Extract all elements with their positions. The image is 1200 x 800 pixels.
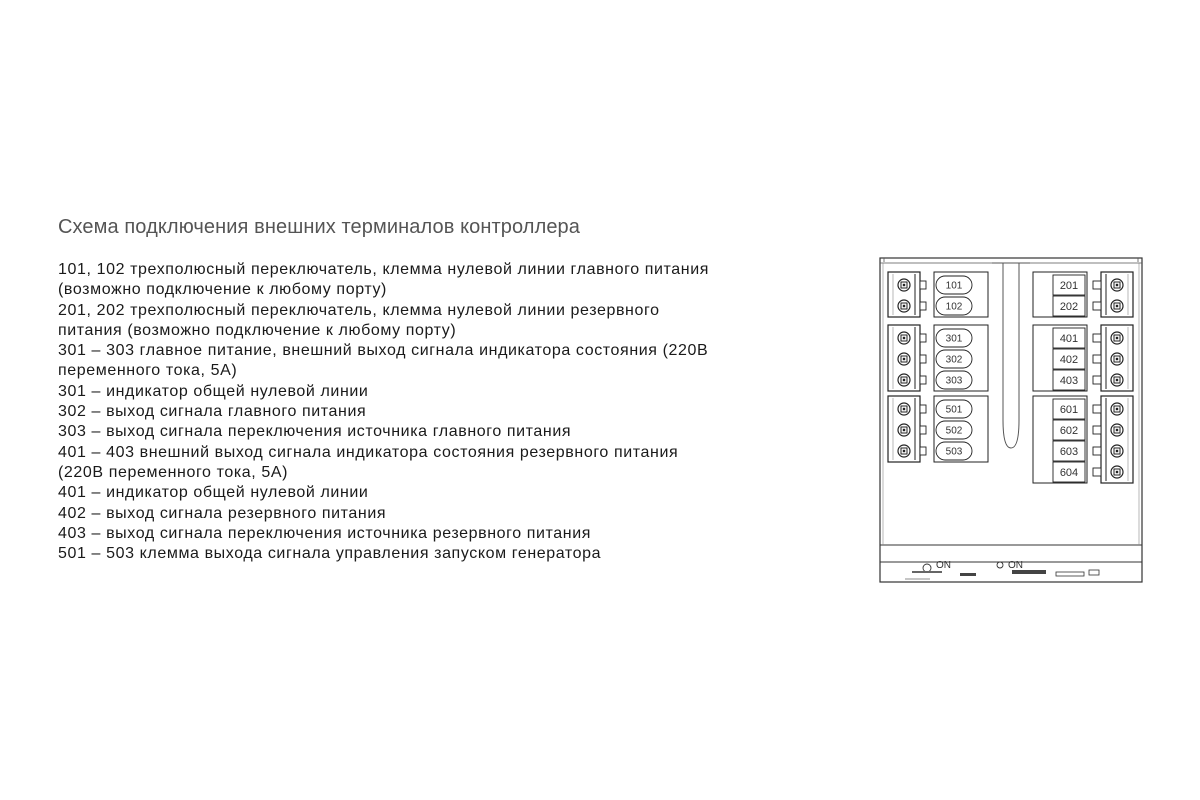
description-line: переменного тока, 5А) [58,362,238,380]
description-line: 201, 202 трехполюсный переключатель, клемма нулевой линии резервного [58,301,660,319]
terminal-tab [1093,447,1101,455]
bottom-label-on-2: ON [1008,560,1023,571]
description-line: 401 – индикатор общей нулевой линии [58,484,369,502]
page-title: Схема подключения внешних терминалов контроллера [58,216,581,238]
terminal-screw-icon [898,445,910,457]
description-line: 301 – 303 главное питание, внешний выход сигнала индикатора состояния (220В [58,342,709,360]
terminal-tab [920,302,926,310]
bottom-mark-left [912,571,942,573]
terminal-screw-icon [1111,300,1123,312]
terminal-number-label: 303 [945,375,963,387]
description-line: питания (возможно подключение к любому порту) [58,321,457,339]
terminal-number-label: 102 [945,301,963,313]
terminal-number-label: 201 [1059,280,1079,292]
description-line: 501 – 503 клемма выхода сигнала управления запуском генератора [58,545,602,563]
terminal-screw-icon [898,300,910,312]
terminal-screw-icon [1111,353,1123,365]
terminal-number-label: 601 [1059,404,1079,416]
terminal-number-label: 501 [945,404,963,416]
terminal-tab [1093,355,1101,363]
description-line: 402 – выход сигнала резервного питания [58,504,387,522]
description-line: 302 – выход сигнала главного питания [58,403,367,421]
terminal-tab [920,426,926,434]
terminal-number-label: 301 [945,333,963,345]
terminal-block-group-301 [888,325,988,391]
terminal-screw-icon [898,403,910,415]
description-line: 301 – индикатор общей нулевой линии [58,382,369,400]
terminal-screw-icon [898,332,910,344]
description-line: 403 – выход сигнала переключения источника резервного питания [58,524,592,542]
terminal-screw-icon [898,424,910,436]
bottom-mark-switch [960,573,976,576]
terminal-tab [920,447,926,455]
terminal-block-group-601 [1033,396,1133,483]
terminal-tab [1093,281,1101,289]
terminal-tab [920,355,926,363]
terminal-number-label: 502 [945,425,963,437]
description-line: 101, 102 трехполюсный переключатель, клемма нулевой линии главного питания [58,261,710,278]
terminal-screw-icon [898,374,910,386]
terminal-tab [920,281,926,289]
terminal-number-label: 602 [1059,425,1079,437]
terminal-tab [1093,468,1101,476]
terminal-block-group-401 [1033,325,1133,391]
terminal-screw-icon [1111,279,1123,291]
terminal-tab [920,405,926,413]
terminal-tab [1093,302,1101,310]
terminal-screw-icon [1111,445,1123,457]
terminal-tab [920,376,926,384]
terminal-number-label: 401 [1059,333,1079,345]
bottom-label-on-1: ON [936,560,951,571]
terminal-screw-icon [898,353,910,365]
terminal-tab [1093,334,1101,342]
terminal-number-label: 302 [945,354,963,366]
terminal-number-label: 603 [1059,446,1079,458]
terminal-number-label: 403 [1059,375,1079,387]
terminal-number-label: 402 [1059,354,1079,366]
description-line: 401 – 403 внешний выход сигнала индикатора состояния резервного питания [58,443,679,461]
terminal-number-label: 604 [1059,467,1079,479]
terminal-tab [1093,376,1101,384]
description-line: (220В переменного тока, 5А) [58,463,289,481]
terminal-block-group-101 [888,272,988,317]
terminal-block-group-501 [888,396,988,462]
description-line: (возможно подключение к любому порту) [58,281,387,299]
terminal-screw-icon [1111,466,1123,478]
terminal-number-label: 503 [945,446,963,458]
terminal-number-label: 101 [945,280,963,292]
terminal-screw-icon [898,279,910,291]
terminal-screw-icon [1111,424,1123,436]
terminal-block-group-201 [1033,272,1133,317]
terminal-screw-icon [1111,403,1123,415]
terminal-screw-icon [1111,374,1123,386]
terminal-tab [1093,426,1101,434]
left-terminal-blocks [888,272,988,462]
terminal-number-label: 202 [1059,301,1079,313]
right-terminal-blocks [1033,272,1133,483]
terminal-screw-icon [1111,332,1123,344]
terminal-tab [1093,405,1101,413]
description-line: 303 – выход сигнала переключения источника главного питания [58,423,572,441]
terminal-tab [920,334,926,342]
